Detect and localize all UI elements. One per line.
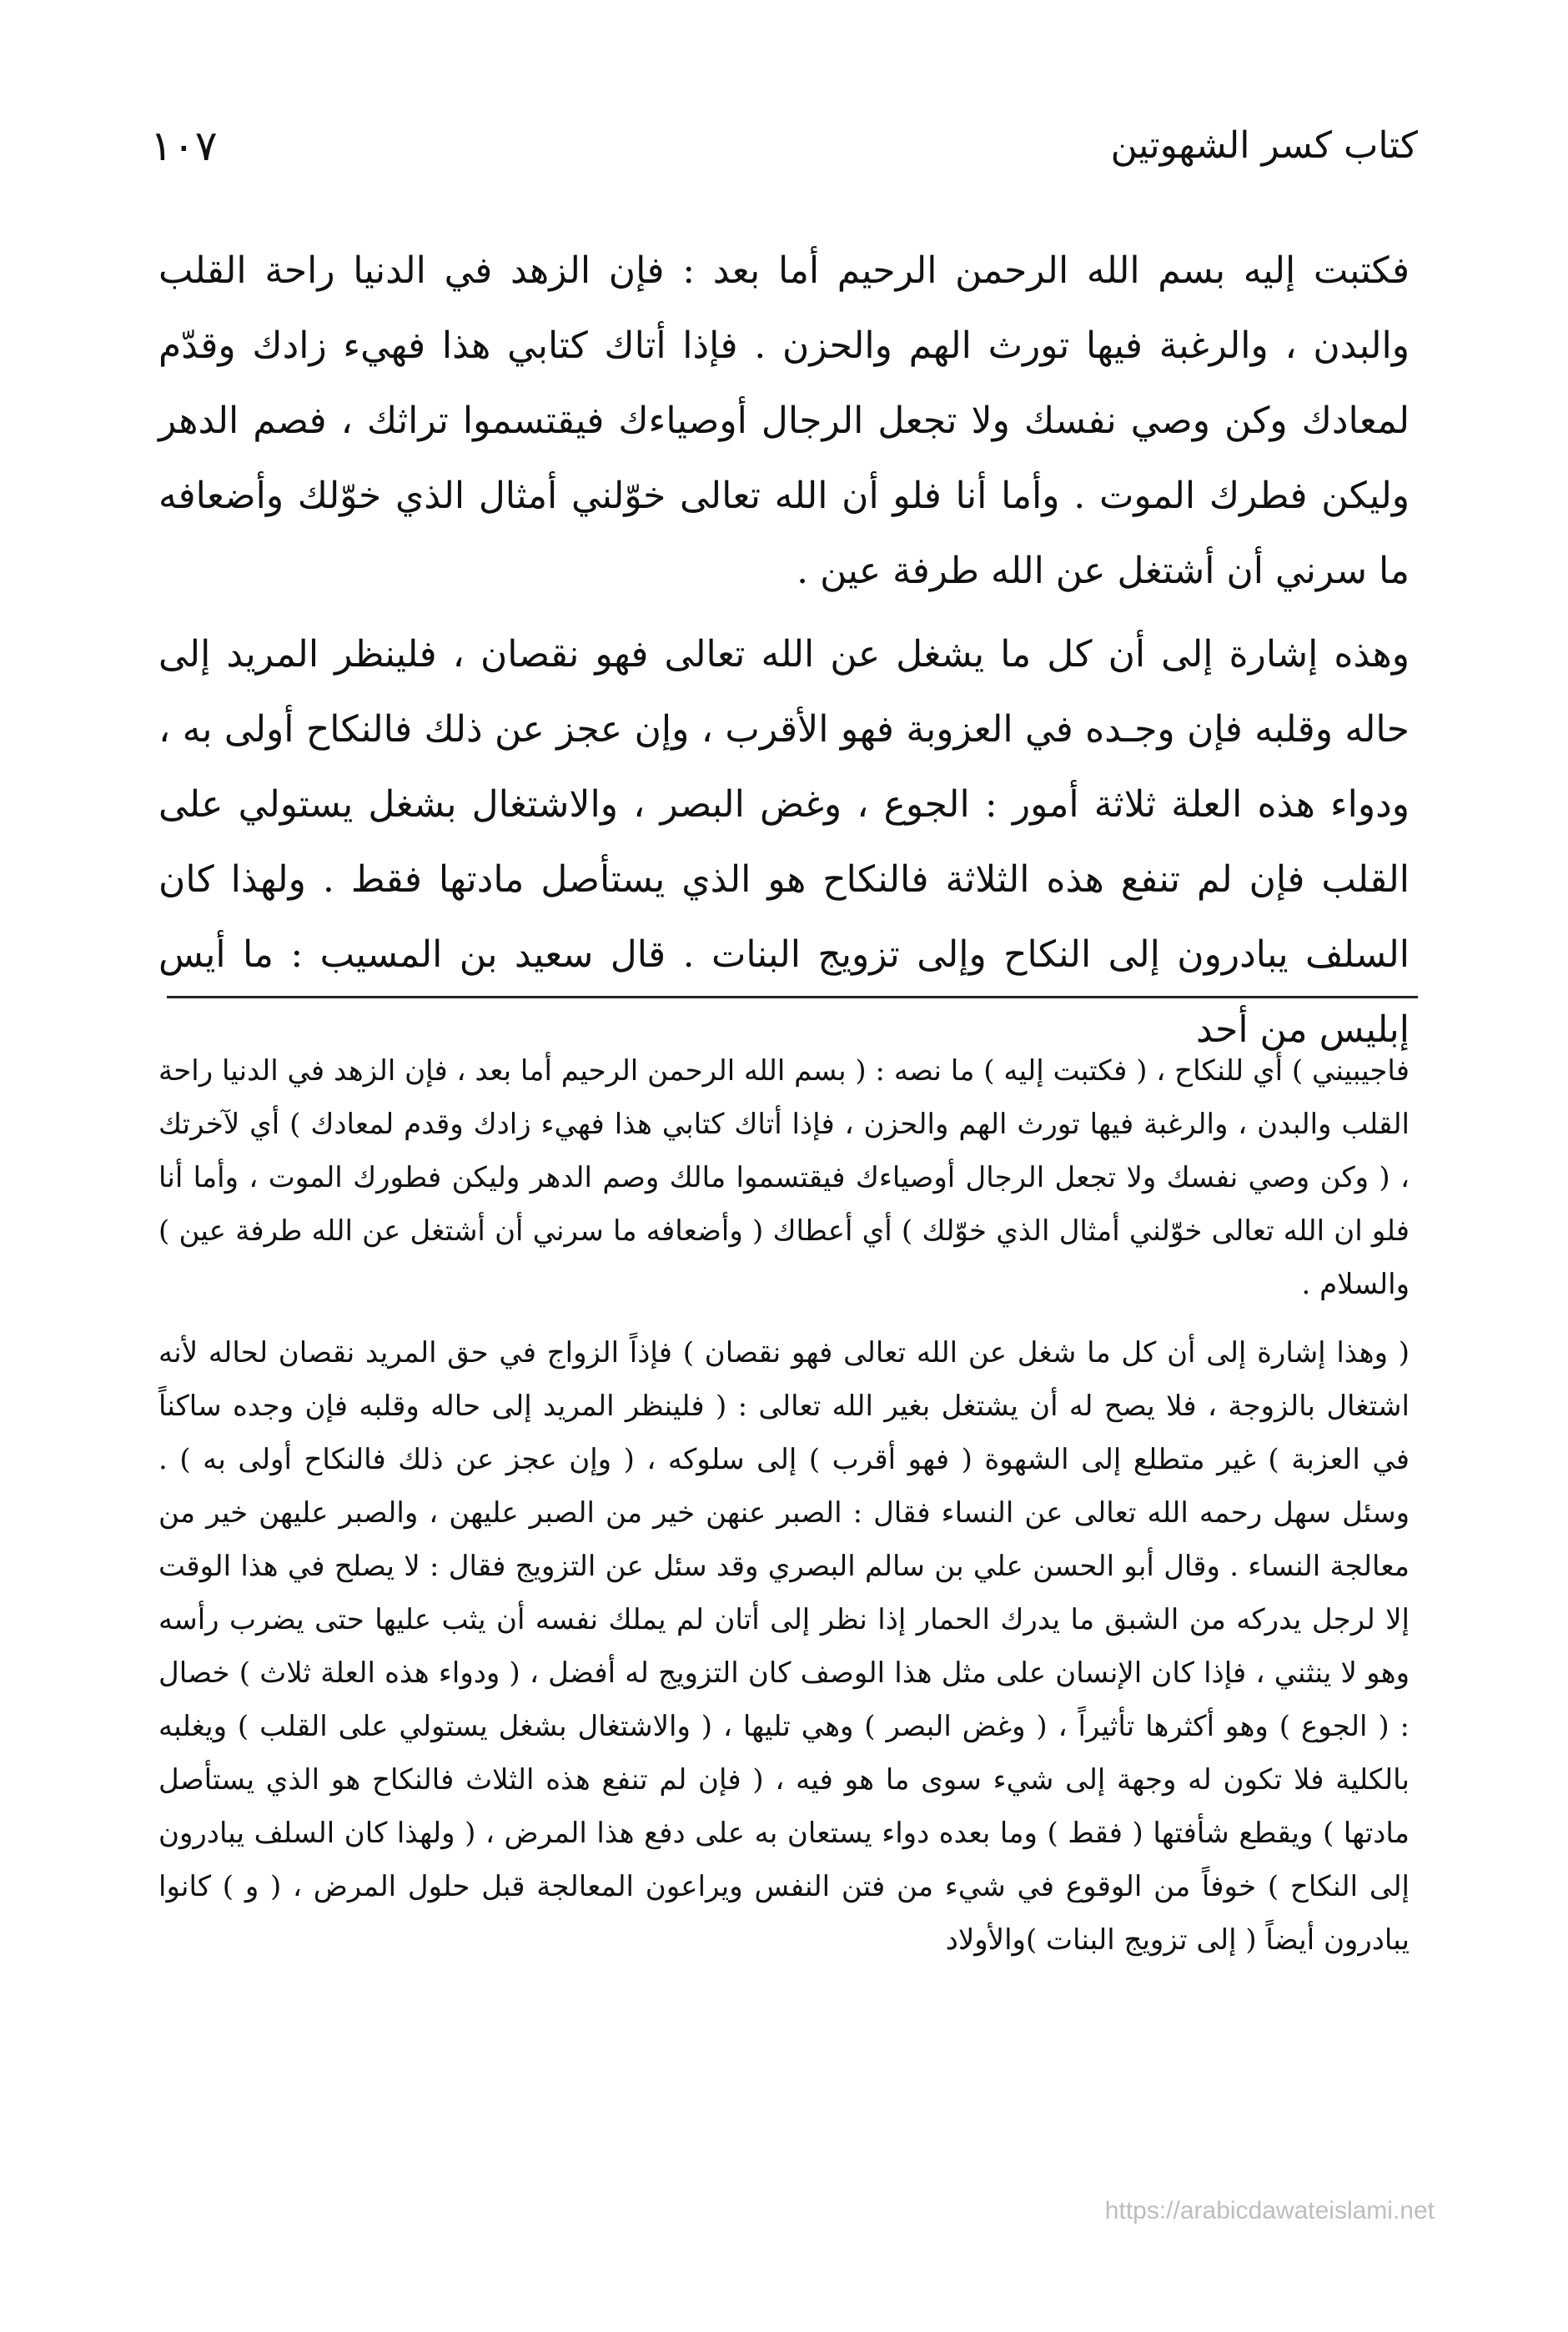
page-number: ١٠٧ (150, 122, 218, 170)
commentary-paragraph-1: فاجيبيني ) أي للنكاح ، ( فكتبت إليه ) ما نصه : ( بسم الله الرحمن الرحيم أما بعد ، فإن الزهد في الدنيا راحة القلب والبدن ، والرغبة فيها تورث الهم والحزن ، فإذا أتاك كتابي هذا فهيء زادك وقدم لمعادك ) أي لآخرتك ، ( وكن وصي نفسك ولا تجعل الرجال أوصياءك فيقتسموا مالك وصم الدهر وليكن فطورك الموت ، وأما أنا فلو ان الله تعالى خوّلني أمثال الذي خوّلك ) أي أعطاك ( وأضعافه ما سرني أن أشتغل عن الله طرفة عين ) والسلام . (158, 1054, 1410, 1301)
site-watermark: https://arabicdawateislami.net (1104, 2197, 1435, 2224)
commentary-paragraph-2: ( وهذا إشارة إلى أن كل ما شغل عن الله تعالى فهو نقصان ) فإذاً الزواج في حق المريد نقصان لحاله لأنه اشتغال بالزوجة ، فلا يصح له أن يشتغل بغير الله تعالى : ( فلينظر المريد إلى حاله وقلبه فإن وجده ساكناً في العزبة ) غير متطلع إلى الشهوة ( فهو أقرب ) إلى سلوكه ، ( وإن عجز عن ذلك فالنكاح أولى به ) . وسئل سهل رحمه الله تعالى عن النساء فقال : الصبر عنهن خير من الصبر عليهن ، والصبر عليهن خير من معالجة النساء . وقال أبو الحسن علي بن سالم البصري وقد سئل عن التزويج فقال : لا يصلح في هذا الوقت إلا لرجل يدركه من الشبق ما يدرك الحمار إذا نظر إلى أتان لم يملك نفسه أن يثب عليها حتى يضرب رأسه وهو لا ينثني ، فإذا كان الإنسان على مثل هذا الوصف كان التزويج له أفضل ، ( ودواء هذه العلة ثلاث ) خصال : ( الجوع ) وهو أكثرها تأثيراً ، ( وغض البصر ) وهي تليها ، ( والاشتغال بشغل يستولي على القلب ) ويغلبه بالكلية فلا تكون له وجهة إلى شيء سوى ما هو فيه ، ( فإن لم تنفع هذه الثلاث فالنكاح هو الذي يستأصل مادتها ) ويقطع شأفتها ( فقط ) وما بعده دواء يستعان به على دفع هذا المرض ، ( ولهذا كان السلف يبادرون إلى النكاح ) خوفاً من الوقوع في شيء من فتن النفس ويراعون المعالجة قبل حلول المرض ، ( و ) كانوا يبادرون أيضاً ( إلى تزويج البنات )والأولاد (158, 1336, 1410, 1957)
footnote-separator (167, 996, 1418, 998)
commentary-section (158, 1044, 1410, 1967)
main-paragraph-2: وهذه إشارة إلى أن كل ما يشغل عن الله تعالى فهو نقصان ، فلينظر المريد إلى حاله وقلبه فإن وجـده في العزوبة فهو الأقرب ، وإن عجز عن ذلك فالنكاح أولى به ، ودواء هذه العلة ثلاثة أمور : الجوع ، وغض البصر ، والاشتغال بشغل يستولي على القلب فإن لم تنفع هذه الثلاثة فالنكاح هو الذي يستأصل مادتها فقط . ولهذا كان السلف يبادرون إلى النكاح وإلى تزويج البنات . قال سعيد بن المسيب : ما أيس إبليس من أحد (158, 633, 1410, 1051)
running-title: كتاب كسر الشهوتين (1110, 124, 1418, 167)
page-header (150, 117, 1418, 175)
main-paragraph-1: فكتبت إليه بسم الله الرحمن الرحيم أما بعد : فإن الزهد في الدنيا راحة القلب والبدن ، والرغبة فيها تورث الهم والحزن . فإذا أتاك كتابي هذا فهيء زادك وقدّم لمعادك وكن وصي نفسك ولا تجعل الرجال أوصياءك فيقتسموا تراثك ، فصم الدهر وليكن فطرك الموت . وأما أنا فلو أن الله تعالى خوّلني أمثال الذي خوّلك وأضعافه ما سرني أن أشتغل عن الله طرفة عين . (158, 249, 1410, 592)
main-text (158, 234, 1410, 1068)
